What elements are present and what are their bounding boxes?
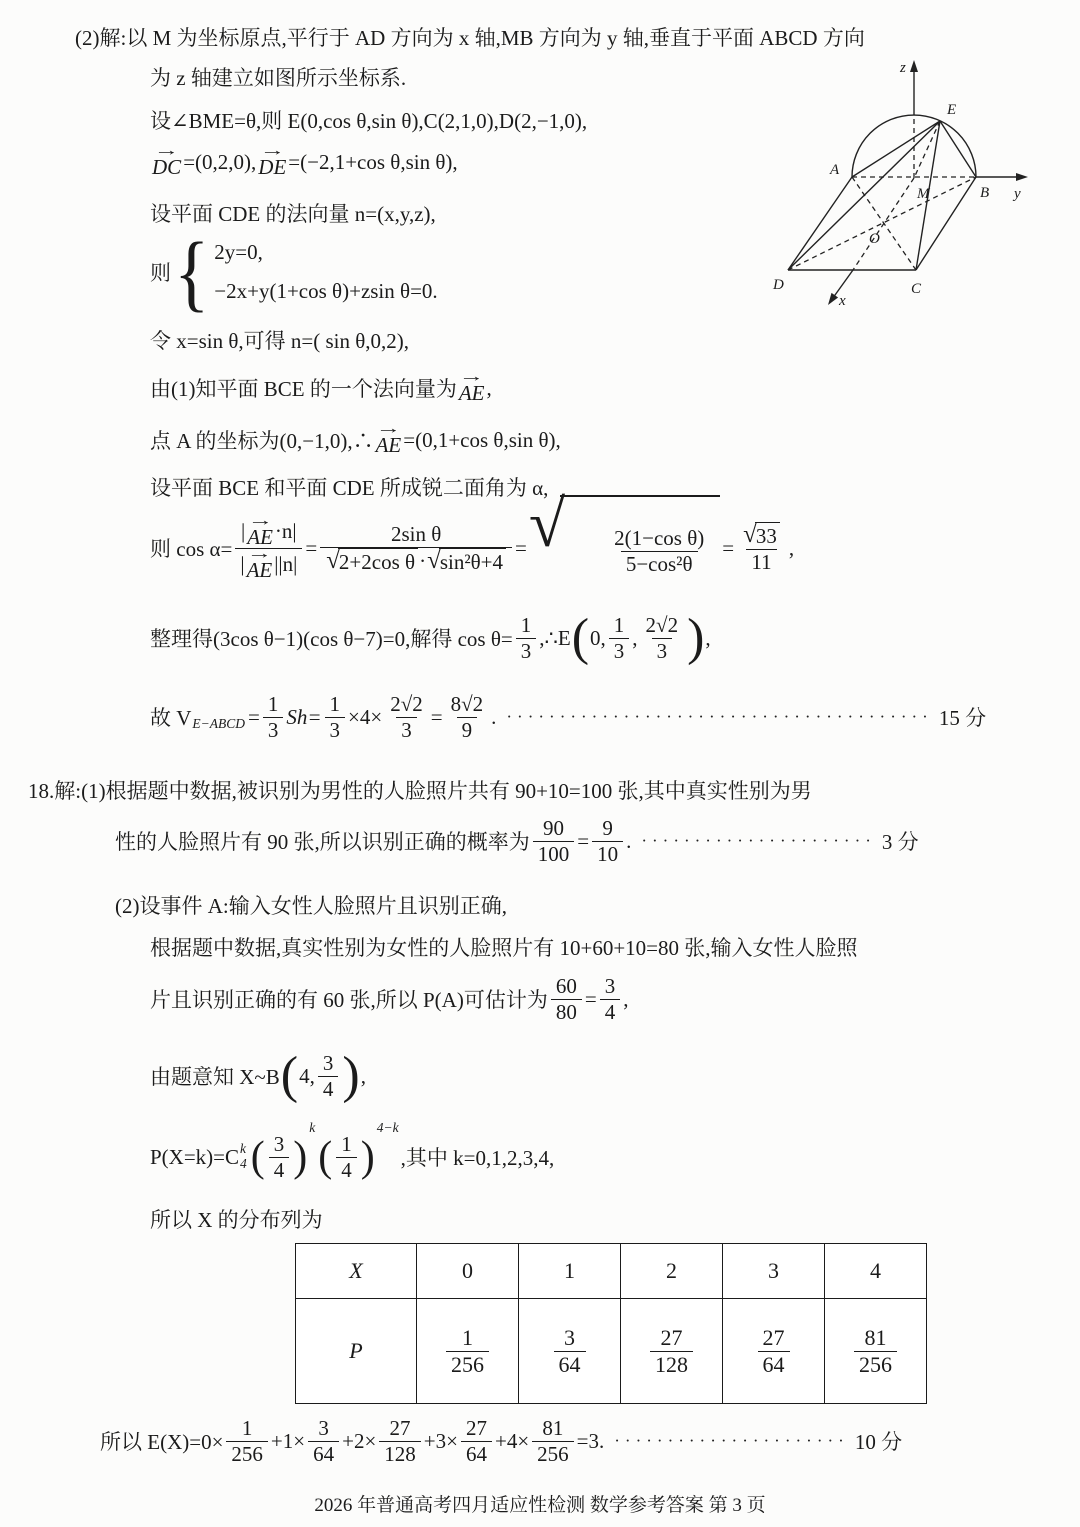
figure-label-D: D xyxy=(773,277,784,293)
equals: = xyxy=(577,828,590,853)
q18-pa-line xyxy=(150,966,628,1032)
text: 为 z 轴建立如图所示坐标系. xyxy=(150,66,407,90)
y-arrowhead xyxy=(1016,173,1028,181)
sol2-solve-line xyxy=(150,604,711,672)
fraction-9-10: $\frac{9}{10}$ xyxy=(592,816,623,867)
text: 点 A 的坐标为(0,−1,0),∴ xyxy=(150,429,374,453)
text: =(−2,1+cos θ,sin θ), xyxy=(288,149,458,174)
q18-line-8 xyxy=(150,1204,323,1234)
fraction-sqrt33-11: √ 33 11 xyxy=(737,522,786,575)
brace-left: { xyxy=(174,224,210,320)
figure-3d-diagram xyxy=(766,50,1080,318)
fraction-90-100: $\frac{90}{100}$ xyxy=(533,816,575,867)
figure-label-A: A xyxy=(830,162,840,178)
fraction-1-256: $\frac{1}{256}$ xyxy=(226,1416,268,1467)
text: 设∠BME=θ,则 E(0,cos θ,sin θ),C(2,1,0),D(2,−1,0), xyxy=(150,109,588,133)
vector-AE: → AE xyxy=(247,512,273,549)
paren-left: ( xyxy=(318,1133,333,1181)
vector-DC xyxy=(152,143,182,179)
vector-AE: → AE xyxy=(246,545,273,582)
paren-right: ) xyxy=(293,1133,308,1181)
text: =(0,1+cos θ,sin θ), xyxy=(403,427,561,452)
text: ,其中 k=0,1,2,3,4, xyxy=(400,1146,555,1170)
table-x-0: 0 xyxy=(417,1244,519,1299)
vector-arrow-icon: → xyxy=(458,369,485,385)
fraction-one-third: $\frac{1}{3}$ xyxy=(263,692,284,743)
text: 则 cos α= xyxy=(150,537,233,561)
text: 片且识别正确的有 60 张,所以 P(A)可估计为 xyxy=(150,988,548,1012)
vector-arrow-icon: → xyxy=(153,143,180,159)
text: 令 x=sin θ,可得 n=( sin θ,0,2), xyxy=(150,329,410,353)
vector-AE xyxy=(458,369,485,405)
text: (2)设事件 A:输入女性人脸照片且识别正确, xyxy=(115,894,507,918)
score-15: 15 分 xyxy=(938,706,987,730)
text: +3× xyxy=(423,1428,458,1453)
fraction-one-third: 1 3 xyxy=(609,613,630,664)
text: 由(1)知平面 BCE 的一个法向量为 xyxy=(150,377,457,401)
q18-line-3 xyxy=(115,890,507,920)
figure-labels xyxy=(772,60,1021,309)
text: +1× xyxy=(270,1428,306,1453)
vector-name: DE xyxy=(258,155,287,179)
text: 故 V xyxy=(150,706,192,730)
figure-dashed-lines xyxy=(788,115,976,270)
figure-label-x: x xyxy=(839,293,846,309)
text: , xyxy=(360,1063,366,1088)
figure-label-E: E xyxy=(947,102,957,118)
text: 设平面 CDE 的法向量 n=(x,y,z), xyxy=(150,202,436,226)
fraction-one-third: $\frac{1}{3}$ xyxy=(516,613,537,664)
figure-label-C: C xyxy=(911,281,922,297)
paren-right: ) xyxy=(360,1133,375,1181)
paren-left: ( xyxy=(571,609,590,666)
sol2-line-8 xyxy=(150,365,492,411)
fraction-3-64: $\frac{3}{64}$ xyxy=(308,1416,339,1467)
text: P(X=k)=C xyxy=(150,1144,240,1169)
x-arrowhead xyxy=(828,293,838,305)
figure-label-O: O xyxy=(869,231,880,247)
text: 性的人脸照片有 90 张,所以识别正确的概率为 xyxy=(115,830,530,854)
paren-left: ( xyxy=(280,1047,299,1104)
text: 整理得(3cos θ−1)(cos θ−7)=0,解得 cos θ= xyxy=(150,627,513,651)
table-p-4: $\frac{81}{256}$ xyxy=(825,1299,927,1404)
z-arrowhead xyxy=(910,60,918,72)
sol2-line-1 xyxy=(75,22,865,52)
text: +2× xyxy=(342,1428,377,1453)
fraction-3-4: 3 4 xyxy=(318,1051,339,1102)
figure-label-B: B xyxy=(980,185,990,201)
subscript-E-ABCD: E−ABCD xyxy=(192,716,246,731)
vector-AE xyxy=(375,421,402,457)
text: 根据题中数据,真实性别为女性的人脸照片有 10+60+10=80 张,输入女性人脸照 xyxy=(150,936,858,960)
fraction-2root2-3: $\frac{2√2}{3}$ xyxy=(390,691,423,742)
text: 4, xyxy=(299,1063,315,1088)
text: =(0,2,0), xyxy=(183,149,257,174)
denominator: | → AE ||n| xyxy=(235,548,302,581)
text: 所以 E(X)=0× xyxy=(100,1430,224,1454)
numerator: | → AE ·n| xyxy=(241,512,297,549)
text: , xyxy=(623,986,629,1011)
equation-system-column xyxy=(214,240,437,304)
equals: = xyxy=(515,535,527,560)
fraction-81-256: $\frac{81}{256}$ xyxy=(532,1416,574,1467)
table-header-row xyxy=(296,1244,927,1299)
equals: = xyxy=(305,535,318,560)
text: 设平面 BCE 和平面 CDE 所成锐二面角为 α, xyxy=(150,476,549,500)
text: , xyxy=(632,625,638,650)
vector-arrow-icon: → xyxy=(259,143,286,159)
q18-prob-line xyxy=(115,808,919,874)
equation-2: −2x+y(1+cos θ)+zsin θ=0. xyxy=(214,279,438,303)
exponent-4-k: 4−k xyxy=(376,1120,399,1135)
equals: = xyxy=(248,704,260,729)
footer-text: 2026 年普通高考四月适应性检测 数学参考答案 第 3 页 xyxy=(314,1495,766,1516)
text: 所以 X 的分布列为 xyxy=(150,1208,323,1232)
text: 由题意知 X~B xyxy=(150,1065,280,1089)
radical-sign: √ xyxy=(528,487,566,561)
equals: = xyxy=(430,704,443,729)
vector-name: DC xyxy=(152,155,182,179)
sol2-volume-line xyxy=(150,684,1030,750)
sol2-line-4 xyxy=(150,140,458,184)
table-x-1: 1 xyxy=(519,1244,621,1299)
text: (2)解:以 M 为坐标原点,平行于 AD 方向为 x 轴,MB 方向为 y 轴,垂直于平面 ABCD 方向 xyxy=(75,26,865,50)
fraction-2root2-3: 2√2 3 xyxy=(645,612,679,663)
sol2-line-7 xyxy=(150,325,409,355)
q18-pmf-line xyxy=(150,1118,554,1196)
table-p-3: $\frac{27}{64}$ xyxy=(723,1299,825,1404)
text: . xyxy=(626,828,632,853)
text: , xyxy=(486,375,492,400)
choose-sup-sub: k 4 xyxy=(240,1141,247,1171)
text: +4× xyxy=(494,1428,530,1453)
table-p-1: $\frac{3}{64}$ xyxy=(519,1299,621,1404)
text: 18.解:(1)根据题中数据,被识别为男性的人脸照片共有 90+10=100 张,其中真实性别为男 xyxy=(28,779,812,803)
figure-svg xyxy=(766,50,1080,318)
dotted-leader: ········································ xyxy=(506,707,933,726)
q18-binomial-line xyxy=(150,1044,366,1108)
vector-arrow-icon: → xyxy=(246,545,273,562)
score-3: 3 分 xyxy=(881,830,919,854)
paren-right: ) xyxy=(342,1047,360,1104)
sol2-equation-system xyxy=(150,224,438,320)
radicand xyxy=(560,495,720,602)
sol2-line-9 xyxy=(150,417,561,463)
vector-name: AE xyxy=(375,433,402,457)
text: 则 xyxy=(150,261,171,285)
fraction-60-80: $\frac{60}{80}$ xyxy=(551,974,582,1025)
fraction-3-4: 3 4 xyxy=(269,1132,290,1183)
q18-line-4 xyxy=(150,932,858,962)
table-p-0: $\frac{1}{256}$ xyxy=(417,1299,519,1404)
q18-expectation-line xyxy=(100,1410,1040,1472)
sqrt: √ sin²θ+4 xyxy=(427,548,506,575)
text: Sh= xyxy=(286,704,322,729)
table-x-4: 4 xyxy=(825,1244,927,1299)
text: , xyxy=(705,625,711,650)
fraction-AE-n xyxy=(235,512,302,582)
denominator: √ 2+2cos θ · √ sin²θ+4 xyxy=(320,547,512,575)
paren-right: ) xyxy=(687,609,705,666)
fraction-8root2-9: $\frac{8√2}{9}$ xyxy=(450,691,484,742)
fraction-under-radical: $\frac{\text{2(1−cos θ)}}{\text{5−cos²θ}}$ xyxy=(614,525,705,576)
fraction-27-64: $\frac{27}{64}$ xyxy=(461,1416,492,1467)
sol2-line-3 xyxy=(150,105,587,135)
vector-name: AE xyxy=(458,381,485,405)
vector-arrow-icon: → xyxy=(247,512,273,529)
text: ,∴E xyxy=(539,625,571,650)
page-footer xyxy=(0,1490,1080,1517)
text: , xyxy=(788,535,795,560)
q18-line-1 xyxy=(28,775,812,805)
table-x-label: X xyxy=(296,1244,417,1299)
score-10: 10 分 xyxy=(854,1430,903,1454)
vector-arrow-icon: → xyxy=(375,421,402,437)
text: =3. xyxy=(576,1428,605,1453)
equation-1: 2y=0, xyxy=(214,240,263,264)
vector-DE xyxy=(258,143,287,179)
equals: = xyxy=(722,535,735,560)
equals: = xyxy=(584,986,597,1011)
fraction-2sin xyxy=(320,522,512,575)
figure-label-y: y xyxy=(1014,186,1021,202)
sol2-line-10 xyxy=(150,472,548,502)
text: . xyxy=(491,704,497,729)
table-x-2: 2 xyxy=(621,1244,723,1299)
table-p-2: $\frac{27}{128}$ xyxy=(621,1299,723,1404)
table-prob-row xyxy=(296,1299,927,1404)
distribution-table xyxy=(295,1243,927,1404)
exponent-k: k xyxy=(309,1120,316,1135)
fraction-3-4: $\frac{3}{4}$ xyxy=(600,974,621,1025)
text: ×4× xyxy=(348,704,383,729)
table-x-3: 3 xyxy=(723,1244,825,1299)
fraction-27-128: $\frac{27}{128}$ xyxy=(379,1416,421,1467)
table-p-label: P xyxy=(296,1299,417,1404)
fraction-1-4: 1 4 xyxy=(336,1132,357,1183)
numerator: 2sin θ xyxy=(390,521,442,546)
sqrt: √ 2+2cos θ xyxy=(326,548,418,575)
figure-arrowheads xyxy=(828,60,1028,305)
dotted-leader: ······················ xyxy=(641,831,876,850)
paren-left: ( xyxy=(250,1133,265,1181)
text: 0, xyxy=(590,625,606,650)
sol2-line-2 xyxy=(150,62,406,92)
dotted-leader: ······················ xyxy=(614,1431,849,1450)
sqrt: √ 33 xyxy=(743,522,780,549)
figure-label-z: z xyxy=(900,60,906,76)
big-radical xyxy=(528,487,720,602)
figure-label-M: M xyxy=(917,186,930,202)
fraction-one-third: $\frac{1}{3}$ xyxy=(325,692,346,743)
